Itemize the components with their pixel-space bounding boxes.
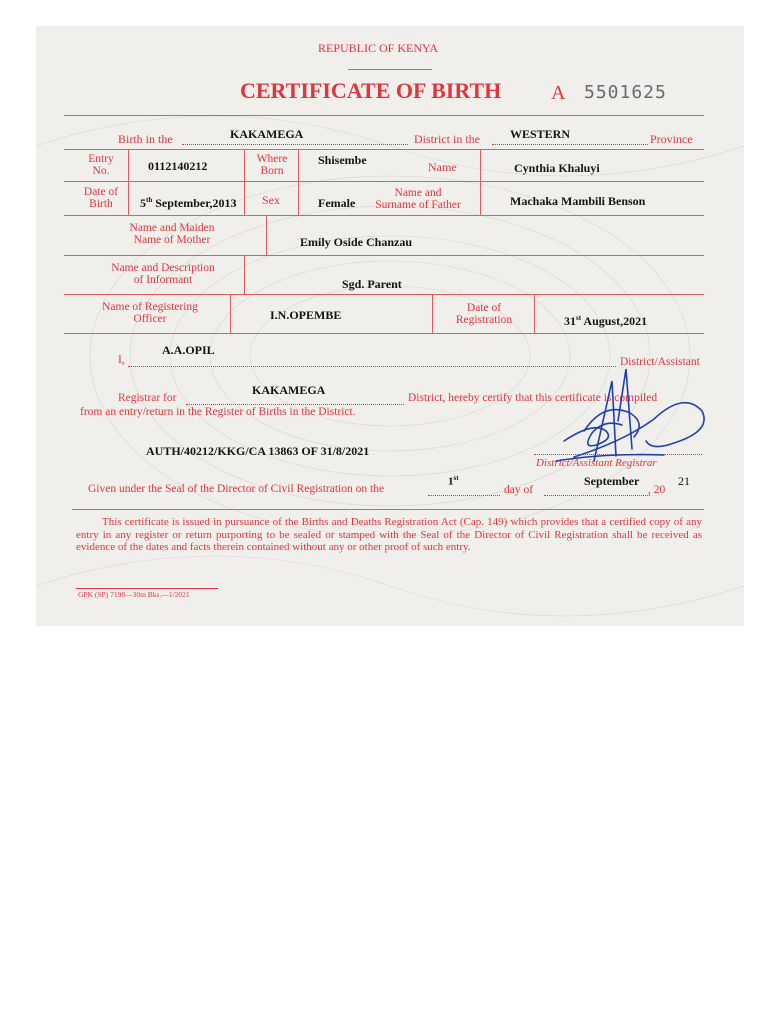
given-month: September: [584, 474, 640, 488]
birth-in-label: Birth in the: [118, 132, 173, 146]
informant-value: Sgd. Parent: [342, 277, 402, 291]
birth-certificate: [36, 26, 744, 626]
sex-label: Sex: [262, 193, 280, 207]
entry-number: 0112140212: [148, 159, 208, 173]
row-rule-5: [64, 294, 704, 295]
serial-number: 5501625: [584, 82, 667, 103]
col-rule-c: [298, 149, 299, 215]
heading-divider: [348, 69, 432, 70]
officer-label: Name of Registering Officer: [102, 301, 198, 325]
province-label: Province: [650, 132, 693, 146]
registrar-name: A.A.OPIL: [162, 343, 215, 357]
registrar-for-value: KAKAMEGA: [252, 383, 326, 397]
registration-date-label: Date of Registration: [455, 302, 513, 326]
signature-title: District/Assistant Registrar: [536, 457, 657, 469]
col-rule-h: [432, 294, 433, 333]
district-value: WESTERN: [510, 127, 571, 141]
col-rule-a: [128, 149, 129, 215]
registrar-for-line: [186, 404, 404, 405]
year-suffix: 21: [678, 474, 690, 488]
registration-date-value: 31st August,2021: [564, 314, 648, 328]
child-name-value: Cynthia Khaluyi: [514, 161, 600, 175]
mother-name-value: Emily Oside Chanzau: [300, 235, 413, 249]
mother-label: Name and Maiden Name of Mother: [129, 222, 215, 246]
col-rule-d: [480, 149, 481, 215]
legal-statement: This certificate is issued in pursuance of the Births and Deaths Registration Act (Cap. 149) which provides that a certified copy of any entry in any register or return purporting to be sealed or stamped with the Seal of the Director of Civil Registration shall be received as evidence of the dates and facts therein contained without any or other proof of such entry.: [76, 516, 702, 553]
serial-prefix: A: [551, 82, 566, 104]
given-text: Given under the Seal of the Director of Civil Registration on the: [88, 483, 385, 495]
statement-rule: [72, 509, 704, 510]
where-born-label: Where Born: [256, 153, 288, 177]
row-rule-4: [64, 255, 704, 256]
col-rule-f: [244, 255, 245, 294]
informant-label: Name and Description of Informant: [111, 262, 215, 286]
where-born-value: Shisembe: [318, 153, 367, 167]
row-rule-3: [64, 215, 704, 216]
father-label: Name and Surname of Father: [375, 187, 461, 211]
day-of-label: day of: [504, 484, 534, 496]
footer-rule: [76, 588, 218, 589]
col-rule-i: [534, 294, 535, 333]
printer-code: GPK (SP) 7198—30m Bks.—1/2021: [78, 590, 190, 599]
i-label: I,: [118, 354, 125, 366]
registrar-signature: [534, 361, 714, 471]
certify-text: District, hereby certify that this certificate is compiled: [408, 392, 658, 404]
given-day: 1st: [448, 474, 459, 488]
sex-value: Female: [318, 196, 356, 210]
father-name-value: Machaka Mambili Benson: [510, 194, 646, 208]
dob-label: Date of Birth: [83, 186, 119, 210]
district-label: District in the: [414, 132, 480, 146]
table-top-rule: [64, 115, 704, 116]
year-prefix: , 20: [648, 484, 666, 496]
officer-value: I.N.OPEMBE: [270, 308, 342, 322]
row-rule-2: [64, 181, 704, 182]
certificate-title: CERTIFICATE OF BIRTH: [240, 78, 502, 103]
col-rule-b: [244, 149, 245, 215]
given-month-line: [544, 495, 650, 496]
dob-value: 5th September,2013: [140, 196, 237, 210]
auth-reference: AUTH/40212/KKG/CA 13863 OF 31/8/2021: [146, 444, 370, 458]
district-dotted-line: [492, 144, 648, 145]
entry-label: Entry No.: [88, 153, 114, 177]
row-rule-1: [64, 149, 704, 150]
col-rule-g: [230, 294, 231, 333]
row-rule-6: [64, 333, 704, 334]
republic-heading: REPUBLIC OF KENYA: [318, 41, 439, 55]
district-assistant-label: District/Assistant: [620, 356, 700, 368]
birth-in-value: KAKAMEGA: [230, 127, 304, 141]
child-name-label: Name: [428, 160, 457, 174]
given-day-line: [428, 495, 500, 496]
registrar-for-label: Registrar for: [118, 392, 177, 404]
birth-in-dotted-line: [182, 144, 408, 145]
col-rule-e: [266, 215, 267, 255]
from-entry-text: from an entry/return in the Register of Births in the District.: [80, 406, 356, 418]
